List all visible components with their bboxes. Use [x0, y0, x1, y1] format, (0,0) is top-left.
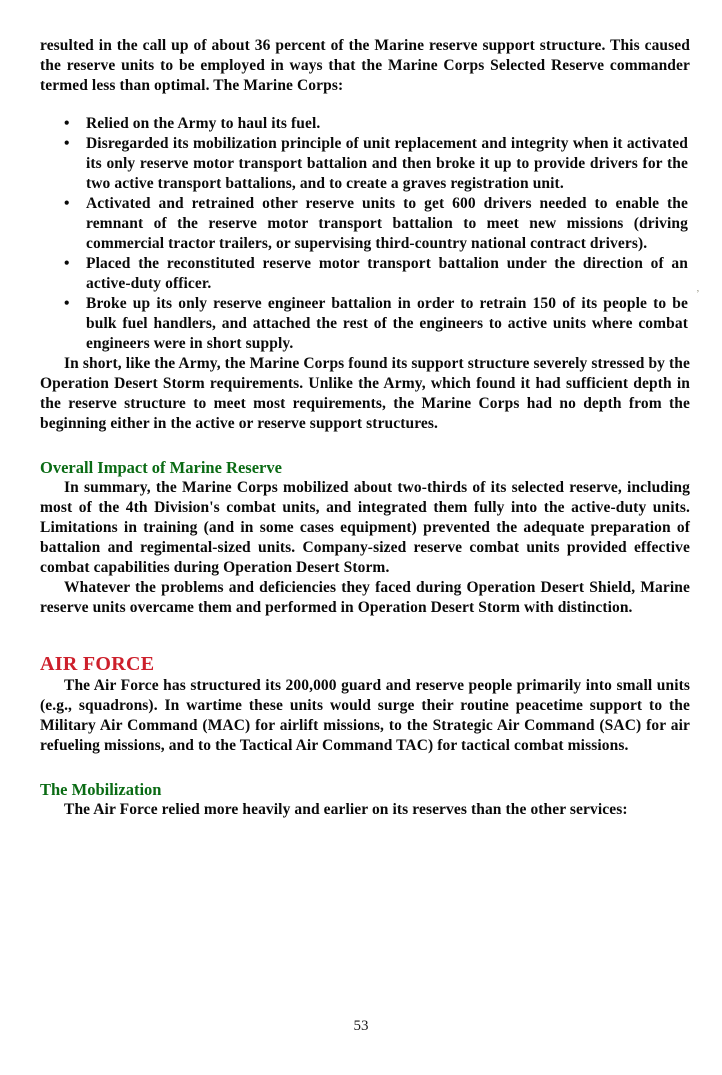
bullet-icon: •	[64, 195, 70, 212]
list-item	[40, 254, 690, 294]
bullet-text: Disregarded its mobilization principle of unit replacement and integrity when it activated its only reserve motor transport battalion and then broke it up to provide drivers for the two active transport battalions, and to create a graves registration unit.	[86, 135, 688, 192]
page-number: 53	[353, 1018, 369, 1034]
list-item	[40, 294, 690, 354]
bullet-icon: •	[64, 115, 70, 132]
page-content	[40, 36, 690, 820]
bullet-icon: •	[64, 295, 70, 312]
paragraph-intro-continuation: resulted in the call up of about 36 percent of the Marine reserve support structure. This caused the reserve units to be employed in ways that the Marine Corps Selected Reserve commander termed less than optimal. The Marine Corps:	[40, 37, 690, 94]
bullet-icon: •	[64, 135, 70, 152]
paragraph-air-force-structure: The Air Force has structured its 200,000 guard and reserve people primarily into small units (e.g., squadrons). In wartime these units would surge their routine peacetime support to the Military Air Command (MAC) for airlift missions, to the Strategic Air Command (SAC) for air refueling missions, and to the Tactical Air Command TAC) for tactical combat missions.	[40, 677, 690, 754]
paragraph-air-force-relied: The Air Force relied more heavily and earlier on its reserves than the other services:	[64, 801, 628, 818]
bullet-text: Broke up its only reserve engineer battalion in order to retrain 150 of its people to be bulk fuel handlers, and attached the rest of the engineers to active units where combat engineers were in short supply.	[86, 295, 688, 352]
scan-artifact-mark: ’	[696, 288, 700, 300]
bullet-icon: •	[64, 255, 70, 272]
heading-the-mobilization: The Mobilization	[40, 780, 162, 799]
paragraph-in-short: In short, like the Army, the Marine Corps found its support structure severely stressed by the Operation Desert Storm requirements. Unlike the Army, which found it had sufficient depth in the reserve structure to meet most requirements, the Marine Corps had no depth from the beginning either in the active or reserve support structures.	[40, 355, 690, 432]
heading-air-force: AIR FORCE	[40, 653, 155, 675]
list-item	[40, 194, 690, 254]
bullet-text: Placed the reconstituted reserve motor transport battalion under the direction of an active-duty officer.	[86, 255, 688, 292]
bullet-text: Activated and retrained other reserve units to get 600 drivers needed to enable the remnant of the reserve motor transport battalion to meet new missions (driving commercial tractor trailers, or supervising third-country national contract drivers).	[86, 195, 688, 252]
paragraph-in-summary: In summary, the Marine Corps mobilized about two-thirds of its selected reserve, including most of the 4th Division's combat units, and integrated them fully into the active-duty units. Limitations in training (and in some cases equipment) prevented the adequate preparation of battalion and regimental-sized units. Company-sized reserve combat units provided effective combat capabilities during Operation Desert Storm.	[40, 479, 690, 576]
heading-overall-impact-marine-reserve: Overall Impact of Marine Reserve	[40, 458, 282, 477]
list-item	[40, 134, 690, 194]
marine-corps-bullet-list	[40, 114, 690, 354]
bullet-text: Relied on the Army to haul its fuel.	[86, 115, 321, 132]
list-item	[40, 114, 690, 134]
paragraph-whatever-problems: Whatever the problems and deficiencies they faced during Operation Desert Shield, Marine reserve units overcame them and performed in Operation Desert Storm with distinction.	[40, 579, 690, 616]
